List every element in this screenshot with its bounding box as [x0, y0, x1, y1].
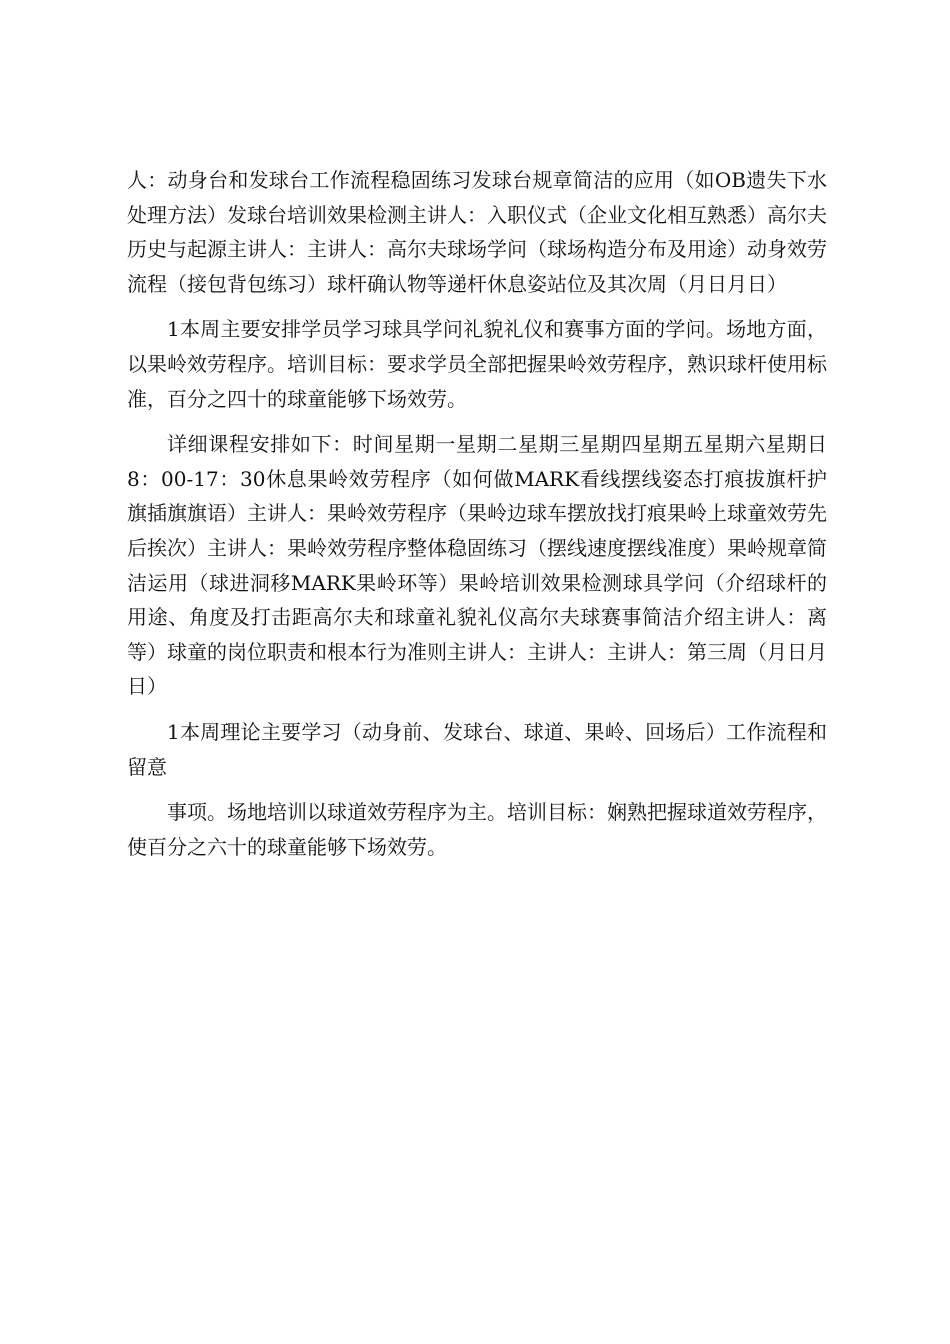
paragraph-week-two-overview: 1本周主要安排学员学习球具学问礼貌礼仪和赛事方面的学问。场地方面，以果岭效劳程序。培训目标：要求学员全部把握果岭效劳程序，熟识球杆使用标准，百分之四十的球童能够下场效劳。 [127, 317, 827, 411]
document-body [127, 163, 827, 864]
paragraph-week-three-theory: 1本周理论主要学习（动身前、发球台、球道、果岭、回场后）工作流程和留意 [127, 719, 827, 779]
paragraph-week-three-goals: 事项。场地培训以球道效劳程序为主。培训目标：娴熟把握球道效劳程序，使百分之六十的球童能够下场效劳。 [127, 800, 827, 859]
paragraph-course-schedule: 详细课程安排如下：时间星期一星期二星期三星期四星期五星期六星期日8：00-17：30休息果岭效劳程序（如何做MARK看线摆线姿态打痕拔旗杆护旗插旗旗语）主讲人：果岭效劳程序（果岭边球车摆放找打痕果岭上球童效劳先后挨次）主讲人：果岭效劳程序整体稳固练习（摆线速度摆线准度）果岭规章简洁运用（球进洞移MARK果岭环等）果岭培训效果检测球具学问（介绍球杆的用途、角度及打击距高尔夫和球童礼貌礼仪高尔夫球赛事简洁介绍主讲人：离等）球童的岗位职责和根本行为准则主讲人：主讲人：主讲人：第三周（月日月日） [127, 432, 827, 699]
paragraph-continuation: 人：动身台和发球台工作流程稳固练习发球台规章简洁的应用（如OB遗失下水处理方法）发球台培训效果检测主讲人：入职仪式（企业文化相互熟悉）高尔夫历史与起源主讲人：主讲人：高尔夫球场学问（球场构造分布及用途）动身效劳流程（接包背包练习）球杆确认物等递杆休息姿站位及其次周（月日月日） [127, 168, 827, 296]
